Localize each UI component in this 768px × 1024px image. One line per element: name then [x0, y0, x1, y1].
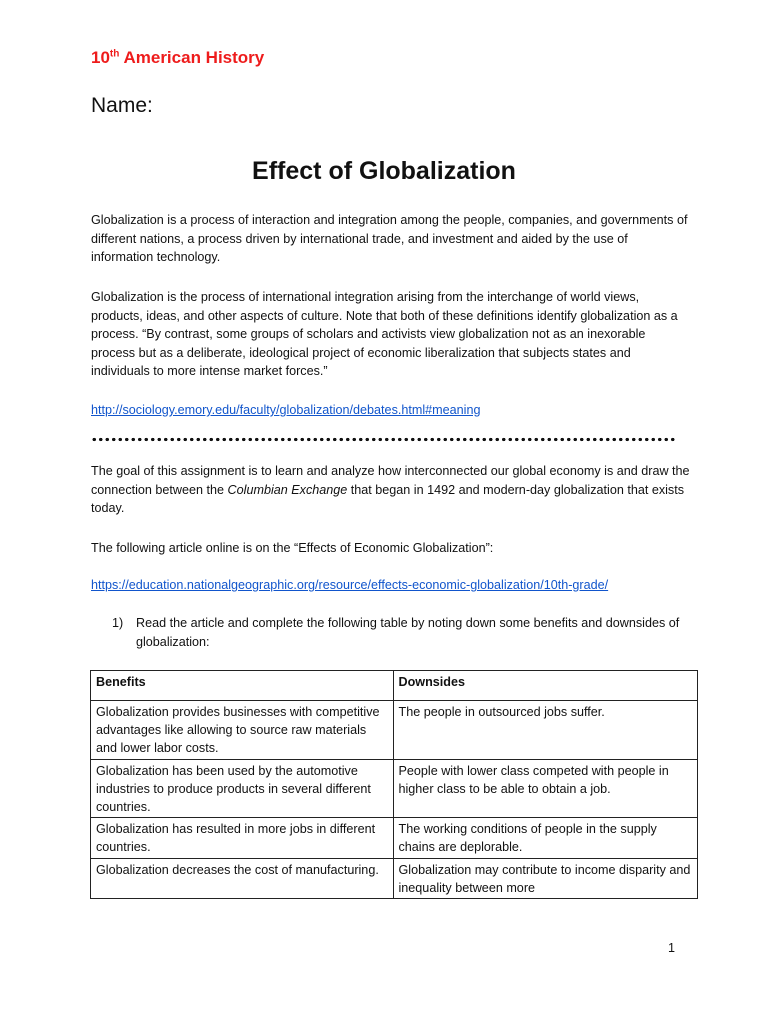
- columbian-exchange-term: Columbian Exchange: [227, 482, 348, 497]
- table-row: [91, 701, 698, 760]
- benefit-cell: Globalization has been used by the automotive industries to produce products in several different countries.: [91, 759, 394, 818]
- downside-cell: People with lower class competed with people in higher class to be able to obtain a job.: [393, 759, 698, 818]
- question-1: [112, 614, 682, 651]
- table-row: [91, 818, 698, 858]
- table-row: [91, 759, 698, 818]
- page-number: 1: [668, 941, 676, 955]
- downside-cell: Globalization may contribute to income disparity and inequality between more: [393, 858, 698, 898]
- course-number-suffix: th: [109, 48, 120, 60]
- question-text: Read the article and complete the following table by noting down some benefits and downsides of globalization:: [136, 616, 680, 649]
- national-geographic-link[interactable]: https://education.nationalgeographic.org/resource/effects-economic-globalization/10th-grade/: [91, 578, 609, 592]
- benefits-downsides-table: [90, 670, 698, 899]
- table-header-row: [91, 671, 698, 701]
- definition-paragraph-2: Globalization is the process of international integration arising from the interchange of world views, products, ideas, and other aspects of culture. Note that both of these definitions identify globalization as a process. “By contrast, some groups of scholars and activists view globalization not as an inexorable process but as a deliberate, ideological project of economic liberalization that subjects states and individuals to more intense market forces.”: [91, 290, 678, 378]
- course-heading: [91, 48, 264, 68]
- benefits-column-header: Benefits: [91, 671, 394, 701]
- article-intro-text: The following article online is on the “Effects of Economic Globalization”:: [91, 541, 494, 555]
- downsides-column-header: Downsides: [393, 671, 698, 701]
- name-label: Name:: [91, 94, 153, 117]
- downside-cell: The people in outsourced jobs suffer.: [393, 701, 698, 760]
- sociology-emory-link[interactable]: http://sociology.emory.edu/faculty/globalization/debates.html#meaning: [91, 403, 481, 417]
- goal-paragraph: [91, 462, 691, 518]
- benefit-cell: Globalization decreases the cost of manufacturing.: [91, 858, 394, 898]
- course-number: 10: [91, 48, 110, 67]
- dotted-divider: [91, 437, 676, 442]
- goal-text-start: The goal of this assignment is to learn and analyze how interconnected our global economy is and draw the connection between the: [91, 464, 690, 497]
- table-row: [91, 858, 698, 898]
- definition-paragraph-1: Globalization is a process of interaction and integration among the people, companies, and governments of different nations, a process driven by international trade, and investment and aided by the use of information technology.: [91, 213, 688, 264]
- downside-cell: The working conditions of people in the supply chains are deplorable.: [393, 818, 698, 858]
- benefit-cell: Globalization provides businesses with competitive advantages like allowing to source raw materials and lower labor costs.: [91, 701, 394, 760]
- goal-text-end: that began in 1492 and modern-day globalization that exists today.: [91, 482, 685, 515]
- benefit-cell: Globalization has resulted in more jobs in different countries.: [91, 818, 394, 858]
- question-number: 1): [112, 616, 124, 630]
- course-name: American History: [119, 48, 265, 67]
- page-title: Effect of Globalization: [252, 157, 516, 185]
